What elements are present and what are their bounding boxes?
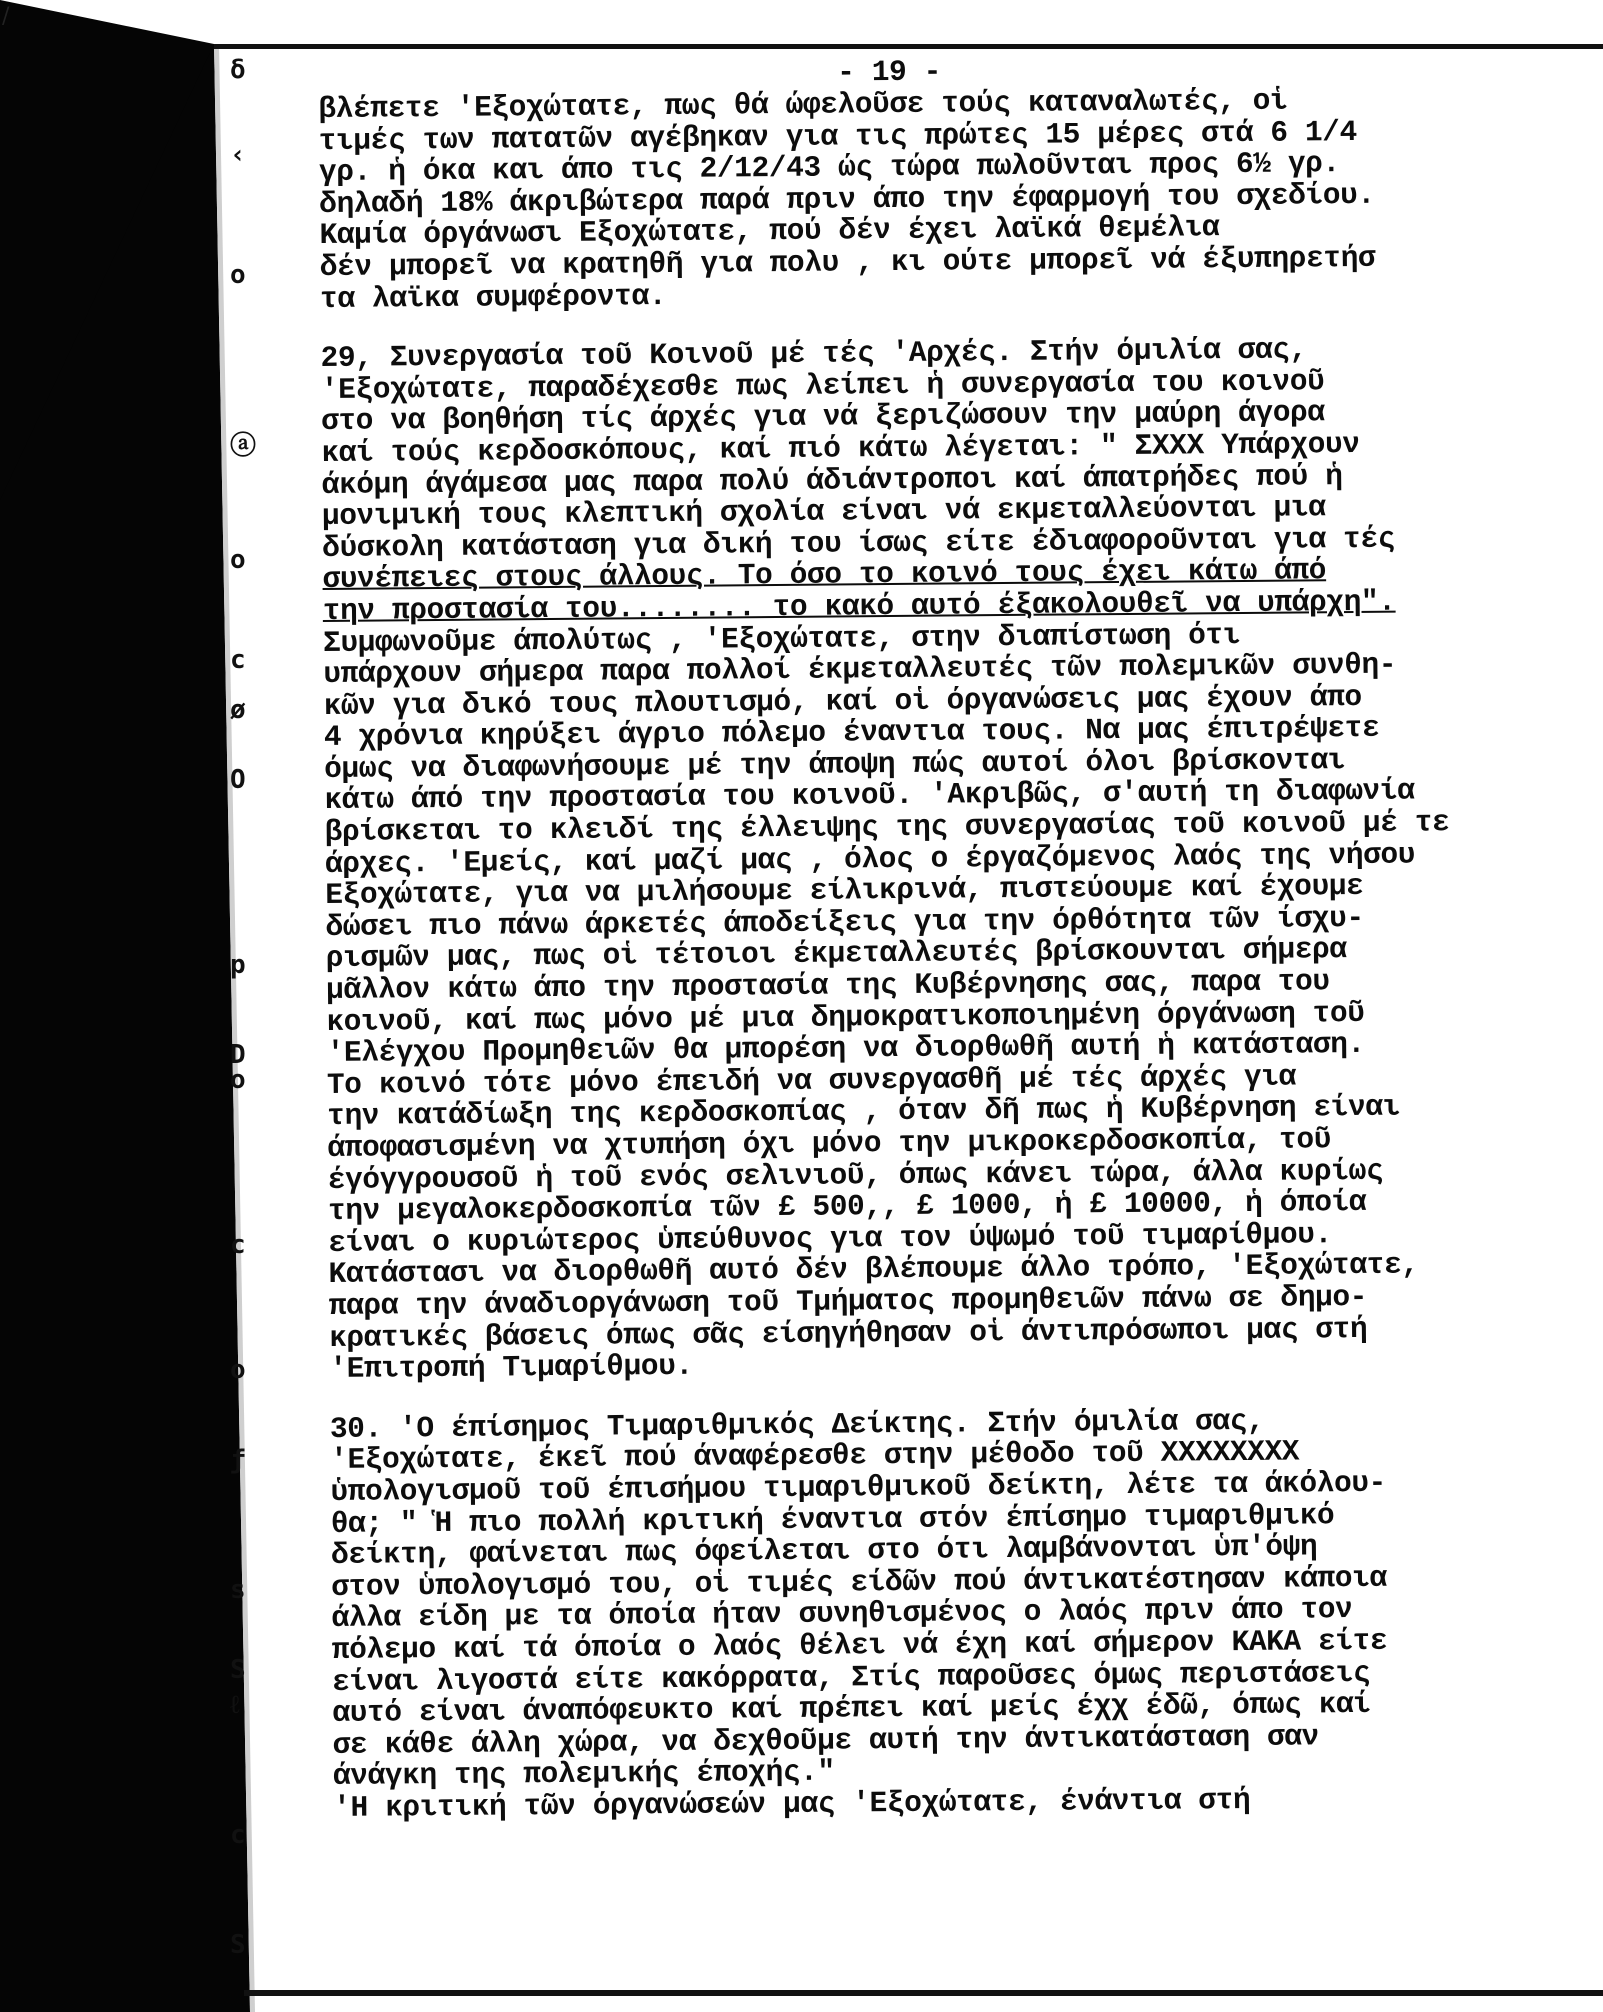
text-line: Καμία όργάνωσι Εξοχώτατε, πού δέν έχει λαϊκά θεμέλια bbox=[319, 210, 1220, 253]
text-line: αυτό είναι άναπόφευκτο καί πρέπει καί μείς έχχ έδῶ, όπως καί bbox=[332, 1686, 1371, 1731]
text-line: την μεγαλοκερδοσκοπία τῶν £ 500,, £ 1000, ἡ £ 10000, ἡ όποία bbox=[327, 1185, 1367, 1229]
text-line: την κατάδίωξη της κερδοσκοπίας , όταν δῆ πως ἡ Κυβέρνηση είναι bbox=[327, 1090, 1401, 1134]
text-line: κάτω άπό την προστασία του κοινοῦ. 'Ακριβῶς, σ'αυτή τη διαφωνία bbox=[324, 773, 1415, 818]
text-line: τιμές των πατατῶν αγέβηκαν για τις πρώτες 15 μέρες στά 6 1/4 bbox=[318, 114, 1357, 158]
margin-mark: D bbox=[230, 1040, 246, 1070]
text-line: παρα την άναδιοργάνωση τοῦ Τμήματος προμηθειῶν πάνω σε δημο- bbox=[328, 1279, 1368, 1323]
margin-mark: ℓ bbox=[230, 1690, 240, 1720]
text-line: δώσει πιο πάνω άρκετές άποδείξεις για την όρθότητα τῶν ίσχυ- bbox=[325, 900, 1364, 944]
text-line: άνάγκη της πολεμικής έποχής." bbox=[332, 1754, 835, 1794]
text-line: 4 χρόνια κηρύξει άγριο πόλεμο έναντια τους. Να μας έπιτρέψετε bbox=[323, 711, 1380, 755]
text-line: δέν μπορεῖ να κρατηθῆ για πολυ , κι ούτε μπορεῖ νά έξυπηρετήσ bbox=[319, 240, 1376, 284]
typed-text-body bbox=[318, 51, 1595, 1824]
underlined-line: την προστασία του........ το κακό αυτό έξακολουθεῖ να υπάρχη". bbox=[322, 584, 1396, 628]
text-line: Συμφωνοῦμε άπολύτως , 'Εξοχώτατε, στην διαπίστωση ότι bbox=[322, 617, 1241, 660]
margin-punch-marks bbox=[230, 55, 290, 1975]
text-line: γρ. ἡ όκα και άπο τις 2/12/43 ώς τώρα πωλοῦνται προς 6½ γρ. bbox=[318, 146, 1340, 190]
margin-mark: s bbox=[230, 1575, 246, 1605]
margin-mark: o bbox=[230, 545, 246, 575]
margin-mark: o bbox=[230, 1065, 246, 1095]
text-line: Εξοχώτατε, για να μιλήσουμε είλικρινά, πιστεύουμε καί έχουμε bbox=[325, 869, 1364, 913]
text-line: στον ὑπολογισμό του, οἱ τιμές είδῶν πού άντικατέστησαν κάποια bbox=[331, 1560, 1387, 1604]
text-line: βρίσκεται το κλειδί της έλλειψης της συνεργασίας τοῦ κοινοῦ μέ τε bbox=[324, 805, 1450, 850]
text-line: κῶν για δικό τους πλουτισμό, καί οἱ όργανώσεις μας έχουν άπο bbox=[323, 679, 1362, 723]
text-line: άλλα είδη με τα όποία ήταν συνηθισμένος ο λαός πριν άπο τον bbox=[331, 1592, 1353, 1636]
margin-mark: O bbox=[230, 765, 246, 795]
text-line: δύσκολη κατάσταση για δική του ίσως είτε έδιαφοροῦνται για τές bbox=[322, 521, 1396, 565]
margin-mark: o bbox=[230, 1355, 246, 1385]
paragraph-intro bbox=[318, 83, 1582, 315]
text-line: μονιμική τους κλεπτική σχολία είναι νά εκμεταλλεύονται μια bbox=[321, 490, 1326, 534]
margin-mark: ⓐ bbox=[230, 431, 257, 461]
text-line: πόλεμο καί τά όποία ο λαός θέλει νά έχη καί σήμερον ΚΑΚΑ είτε bbox=[331, 1623, 1388, 1667]
text-line: άρχες. 'Εμείς, καί μαζί μας , όλος ο έργαζόμενος λαός της νήσου bbox=[324, 837, 1416, 881]
text-line: δηλαδή 18% άκριβώτερα παρά πριν άπο την έφαρμογή του σχεδίου. bbox=[319, 177, 1375, 221]
text-line: δείκτη, φαίνεται πως όφείλεται στο ότι λαμβάνονται ὑπ'όψη bbox=[330, 1529, 1318, 1573]
bottom-rule bbox=[244, 1990, 1603, 1996]
margin-mark: c bbox=[230, 645, 246, 675]
text-line: έγόγγρουσοῦ ἡ τοῦ ενός σελινιοῦ, όπως κάνει τώρα, άλλα κυρίως bbox=[327, 1153, 1384, 1197]
text-line: 'Η κριτική τῶν όργανώσεών μας 'Εξοχώτατε, ένάντια στή bbox=[333, 1782, 1251, 1825]
text-line: κοινοῦ, καί πως μόνο μέ μια δημοκρατικοποιημένη όργάνωση τοῦ bbox=[326, 995, 1365, 1039]
margin-mark: c bbox=[230, 1820, 246, 1850]
text-line: μᾶλλον κάτω άπο την προστασία της Κυβέρνησης σας, παρα του bbox=[325, 964, 1330, 1007]
margin-mark: ø bbox=[230, 695, 246, 725]
text-line: σε κάθε άλλη χώρα, να δεχθοῦμε αυτή την άντικατάσταση σαν bbox=[332, 1719, 1320, 1762]
text-line: Κατάστασι να διορθωθῆ αυτό δέν βλέπουμε άλλο τρόπο, 'Εξοχώτατε, bbox=[328, 1247, 1419, 1292]
text-line: ρισμῶν μας, πως οἱ τέτοιοι έκμεταλλευτές βρίσκουνται σήμερα bbox=[325, 932, 1347, 976]
text-line: άποφασισμένη να χτυπήση όχι μόνο την μικροκερδοσκοπία, τοῦ bbox=[327, 1122, 1332, 1165]
text-line: ὑπολογισμοῦ τοῦ έπισήμου τιμαριθμικοῦ δείκτη, λέτε τα άκόλου- bbox=[330, 1465, 1387, 1509]
corner-mark: / bbox=[2, 4, 10, 29]
text-line: 'Εξοχώτατε, έκεῖ πού άναφέρεσθε στην μέθοδο τοῦ ΧΧΧΧΧΧΧΧ bbox=[330, 1434, 1300, 1478]
text-line: είναι λιγοστά είτε κακόρρατα, Στίς παροῦσες όμως περιστάσεις bbox=[331, 1655, 1371, 1699]
page-number: - 19 - bbox=[837, 54, 942, 90]
text-line: στο να βοηθήση τίς άρχές για νά ξεριζώσουν την μαύρη άγορα bbox=[320, 395, 1325, 439]
text-line: τα λαϊκα συμφέροντα. bbox=[319, 278, 667, 316]
text-line: 'Επιτροπή Τιμαρίθμου. bbox=[329, 1348, 693, 1387]
text-line: καί τούς κερδοσκόπους, καί πιό κάτω λέγεται: " ΣΧΧΧ Υπάρχουν bbox=[321, 426, 1360, 470]
text-line: όμως να διαφωνήσουμε μέ την άποψη πώς αυτοί όλοι βρίσκονται bbox=[324, 742, 1346, 786]
top-rule bbox=[214, 44, 1603, 49]
section-heading-line: 29, Συνεργασία τοῦ Κοινοῦ μέ τές 'Αρχές. Στήν όμιλία σας, bbox=[320, 332, 1307, 376]
text-line: θα; " Ἡ πιο πολλή κριτική έναντια στόν έπίσημο τιμαριθμικό bbox=[330, 1497, 1335, 1541]
text-line: κρατικές βάσεις όπως σᾶς είσηγήθησαν οἱ άντιπρόσωποι μας στή bbox=[328, 1311, 1368, 1355]
margin-mark: c bbox=[230, 1230, 246, 1260]
text-line: άκόμη άγάμεσα μας παρα πολύ άδιάντροποι καί άπατρήδες πού ἡ bbox=[321, 458, 1343, 502]
section-heading-line: 30. 'Ο έπίσημος Τιμαριθμικός Δείκτης. Στήν όμιλία σας, bbox=[329, 1403, 1265, 1446]
margin-mark: δ bbox=[230, 55, 246, 85]
margin-mark: o bbox=[230, 260, 246, 290]
margin-mark: S bbox=[230, 1930, 246, 1960]
margin-mark: p bbox=[230, 950, 246, 980]
underlined-line: συνέπειες στους άλλους. Το όσο το κοινό τους έχει κάτω άπό bbox=[322, 553, 1327, 597]
margin-mark: ƒ bbox=[230, 1445, 246, 1475]
paragraph-section-30 bbox=[330, 1403, 1596, 1825]
text-line: Το κοινό τότε μόνο έπειδή να συνεργασθῆ μέ τές άρχές για bbox=[326, 1059, 1297, 1102]
text-line: βλέπετε 'Εξοχώτατε, πως θά ώφελοῦσε τούς καταναλωτές, οἱ bbox=[318, 83, 1288, 126]
paragraph-section-29 bbox=[320, 332, 1591, 1386]
text-line: 'Εξοχώτατε, παραδέχεσθε πως λείπει ἡ συνεργασία του κοινοῦ bbox=[320, 363, 1325, 407]
text-line: είναι ο κυριώτερος ὑπεύθυνος για τον ύψωμό τοῦ τιμαρίθμου. bbox=[328, 1216, 1332, 1260]
text-line: 'Ελέγχου Προμηθειῶν θα μπορέση να διορθωθῆ αυτή ἡ κατάσταση. bbox=[326, 1027, 1365, 1071]
margin-mark: ‹ bbox=[230, 140, 246, 170]
text-line: υπάρχουν σήμερα παρα πολλοί έκμεταλλευτές τῶν πολεμικῶν συνθη- bbox=[323, 647, 1397, 692]
margin-mark: S bbox=[230, 1655, 246, 1685]
